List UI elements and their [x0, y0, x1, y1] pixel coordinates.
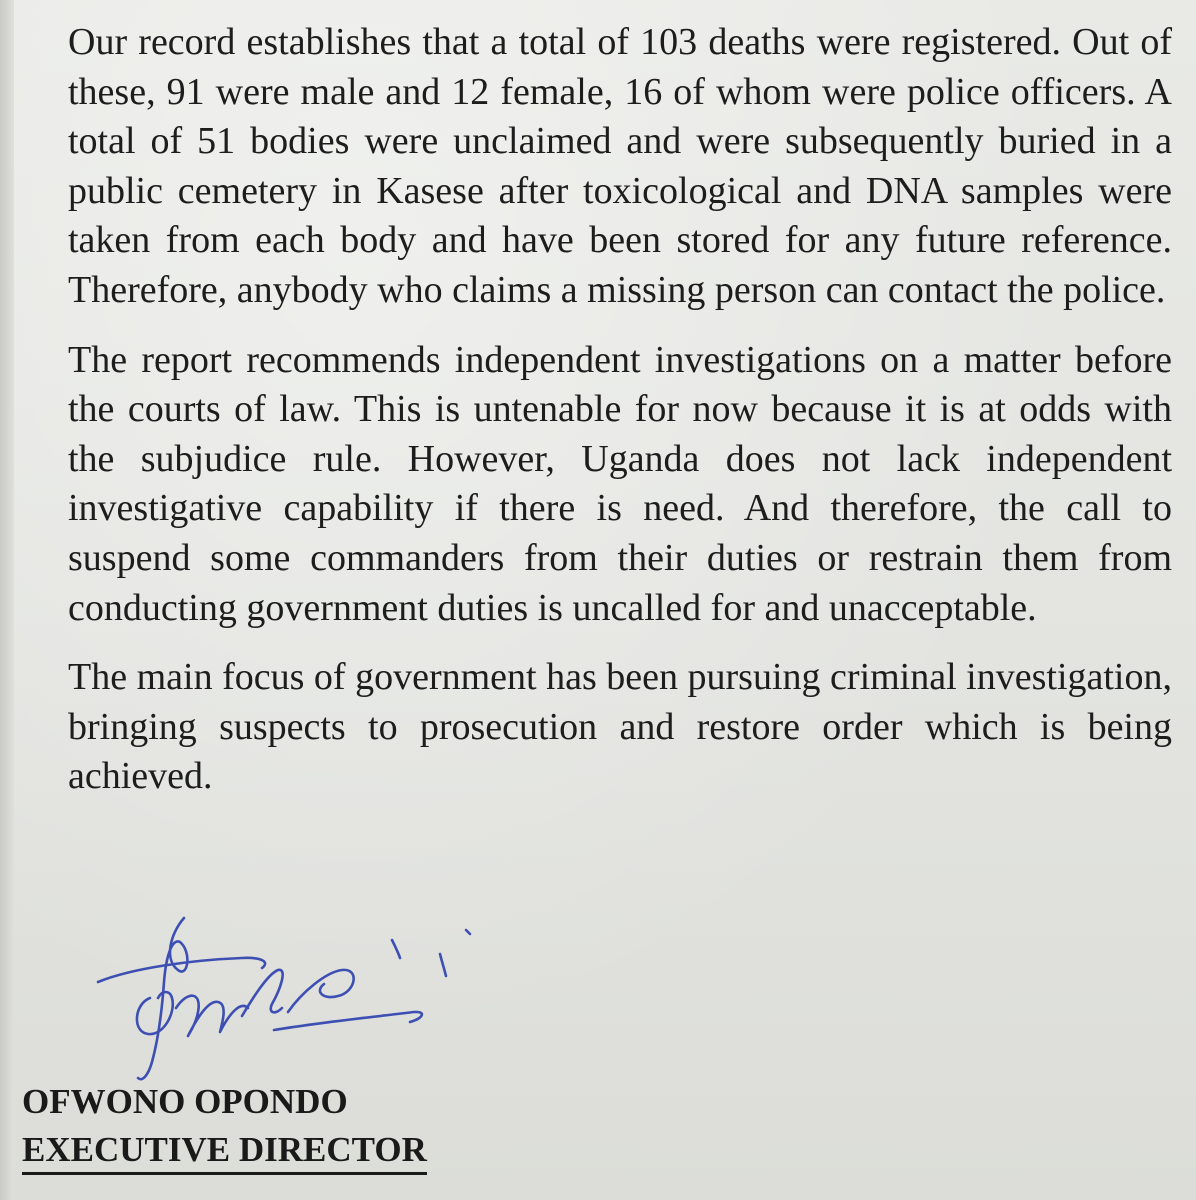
- paragraph-government-focus: The main focus of government has been pursuing criminal investigation, bringing suspects to prosecution and restore order which is being achieved.: [68, 656, 1172, 798]
- signatory-title: EXECUTIVE DIRECTOR: [22, 1128, 427, 1175]
- handwritten-signature: [92, 912, 492, 1092]
- paragraph-deaths-record: Our record establishes that a total of 103 deaths were registered. Out of these, 91 were male and 12 female, 16 of whom were police officers. A total of 51 bodies were unclaimed and were subsequently buried in a public cemetery in Kasese after toxicological and DNA samples were taken from each body and have been stored for any future reference. Therefore, anybody who claims a missing person can contact the police.: [68, 21, 1172, 311]
- paragraph-investigations: The report recommends independent investigations on a matter before the courts of law. This is untenable for now because it is at odds with the subjudice rule. However, Uganda does not lack independent investigative capability if there is need. And therefore, the call to suspend some commanders from their duties or restrain them from conducting government duties is uncalled for and unacceptable.: [68, 338, 1172, 629]
- signatory-name: OFWONO OPONDO: [22, 1082, 348, 1121]
- signature-drawing: [92, 912, 492, 1092]
- paper-edge: [0, 0, 14, 1200]
- signatory-block: [22, 1078, 622, 1175]
- document-body: [68, 18, 1172, 822]
